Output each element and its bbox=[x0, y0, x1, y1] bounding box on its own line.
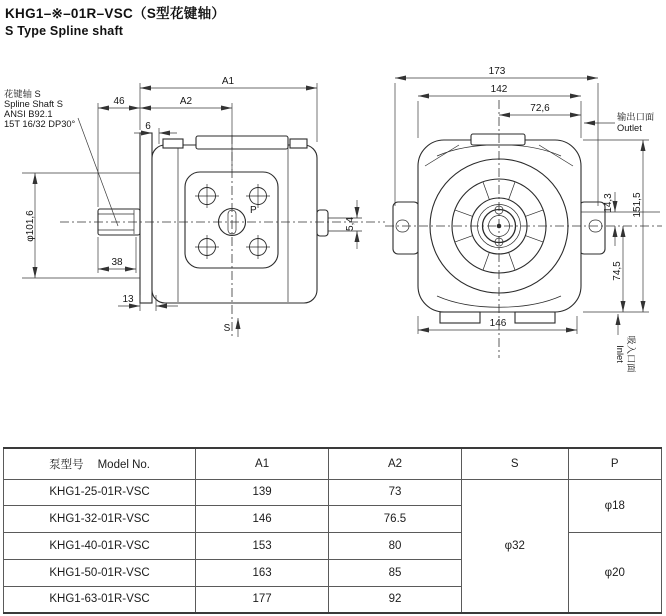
foot-left bbox=[440, 312, 480, 323]
a2-cell: 92 bbox=[329, 586, 462, 613]
a1-cell: 163 bbox=[196, 559, 329, 586]
outlet-label-zh: 输出口面 bbox=[617, 112, 655, 122]
page-title bbox=[5, 5, 225, 40]
dim-46-label: 46 bbox=[113, 96, 125, 107]
spline-note-dp: 15T 16/32 DP30° bbox=[4, 119, 76, 129]
pump-side-geometry bbox=[98, 133, 362, 303]
model-cell: KHG1-32-01R-VSC bbox=[4, 506, 196, 533]
rear-boss bbox=[317, 210, 328, 236]
col-header-model bbox=[4, 448, 196, 479]
side-view-drawing bbox=[0, 60, 400, 400]
model-cell: KHG1-63-01R-VSC bbox=[4, 586, 196, 613]
mount-ear-right bbox=[579, 202, 605, 254]
inlet-label-zh: 吸入口面 bbox=[626, 335, 636, 373]
foot-right bbox=[515, 312, 555, 323]
table-header-row bbox=[4, 448, 662, 479]
col-header-model-en: Model No. bbox=[97, 458, 151, 471]
outlet-label-en: Outlet bbox=[617, 123, 642, 133]
col-header-a1: A1 bbox=[196, 448, 329, 479]
inlet-label-en: Inlet bbox=[615, 345, 625, 363]
spline-note-zh: 花键轴 S bbox=[4, 89, 41, 99]
p-cell-small: φ18 bbox=[568, 479, 661, 533]
dim-146-label: 146 bbox=[489, 318, 507, 329]
port-p-label: P bbox=[250, 205, 257, 216]
spline-note bbox=[4, 88, 118, 226]
p-cell-large: φ20 bbox=[568, 533, 661, 613]
col-header-a2: A2 bbox=[329, 448, 462, 479]
dim-173-label: 173 bbox=[488, 66, 506, 77]
dim-38-label: 38 bbox=[111, 257, 123, 268]
model-cell: KHG1-50-01R-VSC bbox=[4, 559, 196, 586]
dim-143-label: 14,3 bbox=[603, 193, 614, 213]
top-boss bbox=[196, 136, 288, 149]
model-cell: KHG1-40-01R-VSC bbox=[4, 533, 196, 560]
a1-cell: 177 bbox=[196, 586, 329, 613]
table-row bbox=[4, 479, 662, 506]
a1-cell: 153 bbox=[196, 533, 329, 560]
dim-142-label: 142 bbox=[490, 84, 508, 95]
a2-cell: 76.5 bbox=[329, 506, 462, 533]
dim-54-label: 5,4 bbox=[345, 217, 356, 231]
s-shared-cell: φ32 bbox=[461, 479, 568, 613]
spline-note-ansi: ANSI B92.1 bbox=[4, 109, 53, 119]
spec-table bbox=[3, 447, 662, 614]
mounting-flange bbox=[140, 133, 152, 303]
spline-note-en: Spline Shaft S bbox=[4, 99, 63, 109]
col-header-p: P bbox=[568, 448, 661, 479]
mount-ear-left bbox=[393, 202, 419, 254]
a2-cell: 73 bbox=[329, 479, 462, 506]
col-header-s: S bbox=[461, 448, 568, 479]
top-center-boss bbox=[471, 134, 525, 145]
dim-745-label: 74,5 bbox=[612, 261, 623, 281]
model-cell: KHG1-25-01R-VSC bbox=[4, 479, 196, 506]
dim-6-label: 6 bbox=[145, 121, 151, 132]
dim-1515-label: 151,5 bbox=[632, 192, 643, 218]
dim-13-label: 13 bbox=[122, 294, 134, 305]
top-tab-left bbox=[163, 139, 183, 148]
dim-shaft-dia-label: φ101,6 bbox=[25, 210, 36, 242]
shaft-s-label: S bbox=[223, 323, 231, 334]
dim-a1-label: A1 bbox=[221, 76, 235, 87]
top-tab-right bbox=[290, 139, 307, 148]
model-code-title: KHG1–※–01R–VSC（S型花键轴） bbox=[5, 6, 226, 21]
col-header-model-zh: 泵型号 bbox=[49, 458, 84, 471]
a1-cell: 139 bbox=[196, 479, 329, 506]
shaft-type-subtitle: S Type Spline shaft bbox=[5, 24, 124, 39]
front-view-drawing bbox=[385, 60, 666, 400]
a1-cell: 146 bbox=[196, 506, 329, 533]
a2-cell: 85 bbox=[329, 559, 462, 586]
dim-a2-label: A2 bbox=[179, 96, 193, 107]
dim-726-label: 72,6 bbox=[530, 103, 550, 114]
a2-cell: 80 bbox=[329, 533, 462, 560]
